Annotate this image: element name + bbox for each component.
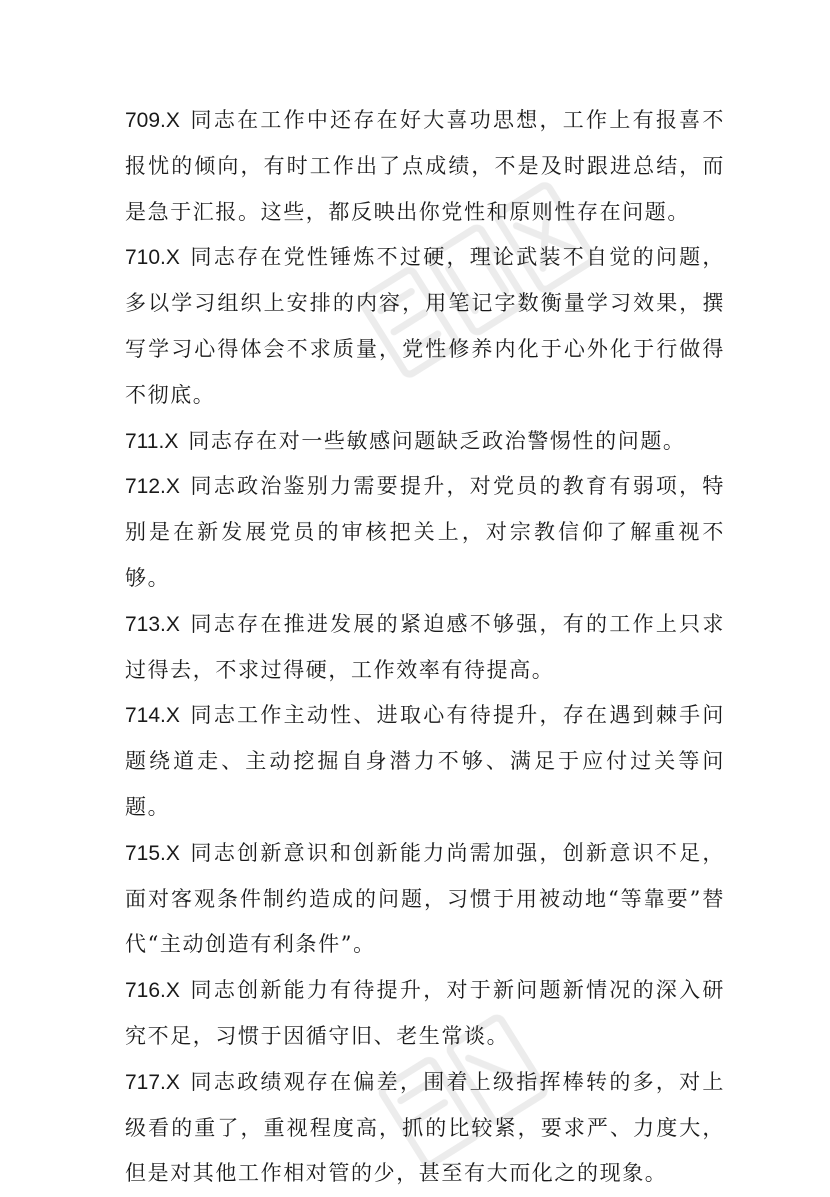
item-text: 同志存在推进发展的紧迫感不够强，有的工作上只求过得去，不求过得硬，工作效率有待提高。 bbox=[125, 611, 725, 682]
item-text: 同志政绩观存在偏差，围着上级指挥棒转的多，对上级看的重了，重视程度高，抓的比较紧，要求严、力度大，但是对其他工作相对管的少，甚至有大而化之的现象。 bbox=[125, 1069, 725, 1186]
item-number: 713.X bbox=[125, 612, 180, 636]
list-item bbox=[125, 1060, 725, 1197]
document-body bbox=[125, 98, 725, 1197]
list-item bbox=[125, 693, 725, 830]
item-text: 同志在工作中还存在好大喜功思想，工作上有报喜不报忧的倾向，有时工作出了点成绩，不是及时跟进总结，而是急于汇报。这些，都反映出你党性和原则性存在问题。 bbox=[125, 108, 725, 224]
item-number: 709.X bbox=[125, 109, 180, 132]
item-text: 同志创新能力有待提升，对于新问题新情况的深入研究不足，习惯于因循守旧、老生常谈。 bbox=[125, 978, 725, 1048]
item-number: 717.X bbox=[125, 1070, 180, 1094]
item-number: 716.X bbox=[125, 979, 180, 1003]
list-item bbox=[125, 419, 725, 465]
list-item bbox=[125, 464, 725, 601]
item-number: 712.X bbox=[125, 475, 180, 499]
item-number: 715.X bbox=[125, 841, 180, 865]
list-item bbox=[125, 235, 725, 418]
item-number: 714.X bbox=[125, 704, 180, 728]
item-number: 710.X bbox=[125, 246, 180, 270]
item-text: 同志存在对一些敏感问题缺乏政治警惕性的问题。 bbox=[188, 428, 686, 453]
list-item bbox=[125, 968, 725, 1060]
item-number: 711.X bbox=[125, 429, 179, 453]
item-text: 同志工作主动性、进取心有待提升，存在遇到棘手问题绕道走、主动挖掘自身潜力不够、满足于应付过关等问题。 bbox=[125, 703, 725, 819]
item-text: 同志创新意识和创新能力尚需加强，创新意识不足，面对客观条件制约造成的问题，习惯于用被动地“等靠要”替代“主动创造有利条件”。 bbox=[125, 840, 725, 957]
list-item bbox=[125, 98, 725, 235]
item-text: 同志存在党性锤炼不过硬，理论武装不自觉的问题，多以学习组织上安排的内容，用笔记字数衡量学习效果，撰写学习心得体会不求质量，党性修养内化于心外化于行做得不彻底。 bbox=[125, 245, 725, 407]
list-item bbox=[125, 831, 725, 968]
item-text: 同志政治鉴别力需要提升，对党员的教育有弱项，特别是在新发展党员的审核把关上，对宗教信仰了解重视不够。 bbox=[125, 474, 725, 590]
list-item bbox=[125, 602, 725, 694]
